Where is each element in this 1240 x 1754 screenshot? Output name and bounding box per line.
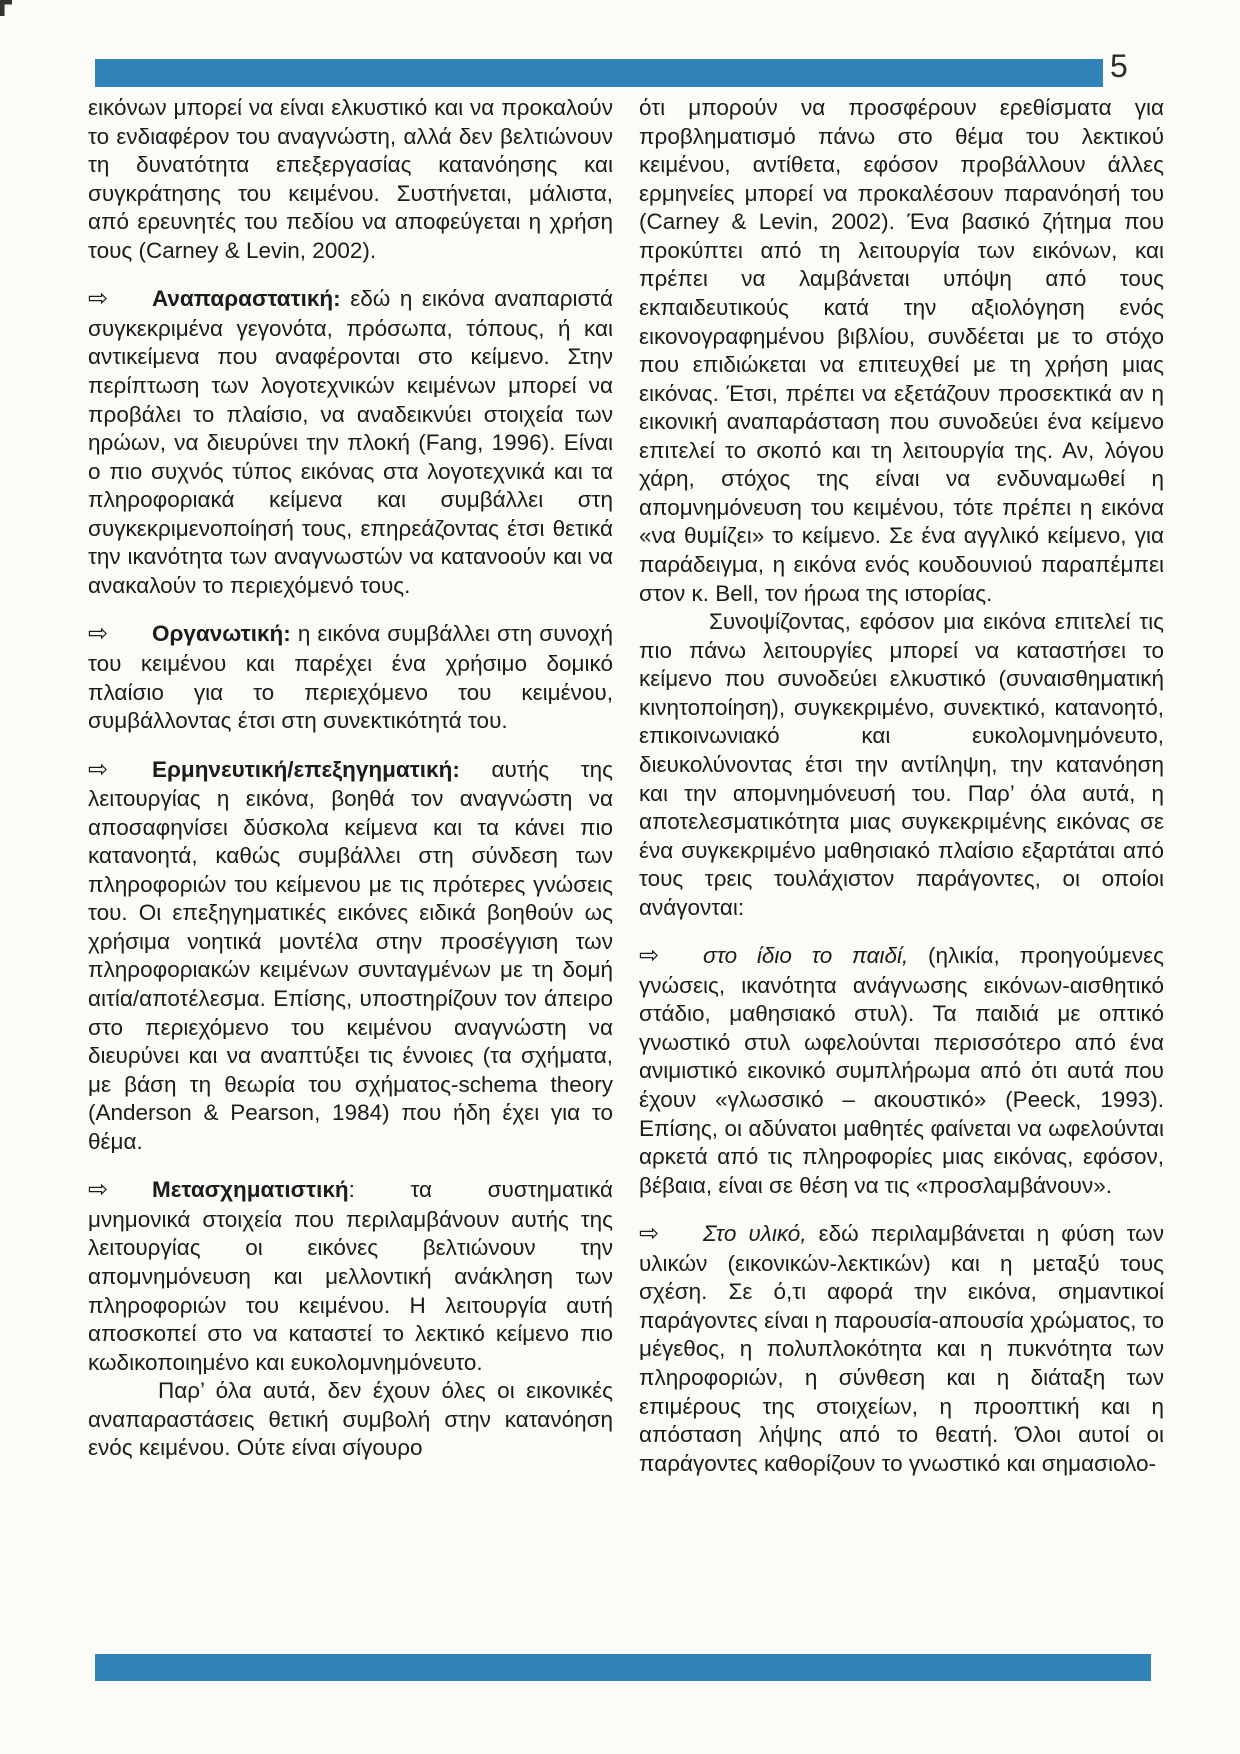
paragraph — [88, 1377, 613, 1463]
arrow-bullet-icon: ⇨ — [639, 942, 660, 970]
term-lead: στο ίδιο το παιδί, — [703, 943, 909, 969]
paragraph-text: Συνοψίζοντας, εφόσον μια εικόνα επιτελεί τις πιο πάνω λειτουργίες μπορεί να καταστήσει το κείμενο που συνοδεύει ελκυστικό (συναισθηματική κινητοποίηση), συγκεκριμένο, συνεκτικό, κατανοητό, επικοινωνιακό και ευκολομνημόνευτο, διευκολύνοντας έτσι την αντίληψη, την κατανόηση και την απομνημόνευσή του. Παρ’ όλα αυτά, η αποτελεσματικότητα μιας συγκεκριμένης εικόνας σε ένα συγκεκριμένο μαθησιακό πλαίσιο εξαρτάται από τους τρεις τουλάχιστον παράγοντες, οι οποίοι ανάγονται: — [639, 609, 1164, 920]
paragraph-text: ότι μπορούν να προσφέρουν ερεθίσματα για προβληματισμό πάνω στο θέμα του λεκτικού κειμένου, αντίθετα, εφόσον προβάλλουν άλλες ερμηνείες μπορεί να προκαλέσουν παρανόησή του (Carney & Levin, 2002). Ένα βασικό ζήτημα που προκύπτει από τη λειτουργία των εικόνων, και πρέπει να λαμβάνεται υπόψη από τους εκπαιδευτικούς κατά την αξιολόγηση ενός εικονογραφημένου βιβλίου, συνδέεται με το στόχο που επιδιώκεται να επιτευχθεί με τη χρήση μιας εικόνας. Έτσι, πρέπει να εξετάζουν προσεκτικά αν η εικονική αναπαράσταση που συνοδεύει ένα κείμενο επιτελεί το σκοπό και τη λειτουργία της. Αν, λόγου χάρη, στόχος της είναι να ενδυναμωθεί η απομνημόνευση του κειμένου, τότε πρέπει η εικόνα «να θυμίζει» το κείμενο. Σε ένα αγγλικό κείμενο, για παράδειγμα, η εικόνα ενός κουδουνιού παραπέμπει στον κ. Bell, τον ήρωα της ιστορίας. — [639, 95, 1164, 606]
paragraph-text: εδώ η εικόνα αναπαριστά συγκεκριμένα γεγονότα, πρόσωπα, τόπους, ή και αντικείμενα που αναφέρονται στο κείμενο. Στην περίπτωση των λογοτεχνικών κειμένων μπορεί να προβάλει το πλαίσιο, να αναδεικνύει στοιχεία των ηρώων, να διευρύνει την πλοκή (Fang, 1996). Είναι ο πιο συχνός τύπος εικόνας στα λογοτεχνικά και τα πληροφοριακά κείμενα και συμβάλλει στη συγκεκριμενοποίησή τους, επηρεάζοντας έτσι θετικά την ικανότητα των αναγνωστών να κατανοούν και να ανακαλούν το περιεχόμενό τους. — [88, 286, 613, 598]
paragraph-text: Παρ’ όλα αυτά, δεν έχουν όλες οι εικονικές αναπαραστάσεις θετική συμβολή στην κατανόηση ενός κειμένου. Ούτε είναι σίγουρο — [88, 1378, 613, 1461]
paragraph-text: εικόνων μπορεί να είναι ελκυστικό και να προκαλούν το ενδιαφέρον του αναγνώστη, αλλά δεν βελτιώνουν τη δυνατότητα επεξεργασίας κατανόησης και συγκράτησης του κειμένου. Συστήνεται, μάλιστα, από ερευνητές του πεδίου να αποφεύγεται η χρήση τους (Carney & Levin, 2002). — [88, 95, 613, 263]
footer-rule — [95, 1654, 1151, 1681]
arrow-bullet-icon: ⇨ — [88, 285, 109, 313]
term-lead: Μετασχηματιστική — [152, 1177, 349, 1203]
bullet-paragraph — [88, 284, 613, 600]
term-lead: Οργανωτική: — [152, 621, 291, 647]
bullet-paragraph — [88, 619, 613, 735]
text-columns — [88, 94, 1164, 1478]
bullet-paragraph — [639, 941, 1164, 1200]
arrow-bullet-icon: ⇨ — [88, 755, 109, 783]
page-number: 5 — [1110, 48, 1128, 84]
paragraph — [639, 608, 1164, 922]
paragraph-text: η εικόνα συμβάλλει στη συνοχή του κειμένου και παρέχει ένα χρήσιμο δομικό πλαίσιο για το περιεχόμενο του κειμένου, συμβάλλοντας έτσι στη συνεκτικότητά του. — [88, 621, 613, 734]
paragraph-text: (ηλικία, προηγούμενες γνώσεις, ικανότητα ανάγνωσης εικόνων-αισθητικό στάδιο, μαθησιακό στυλ). Τα παιδιά με οπτικό γνωστικό στυλ ωφελούνται περισσότερο από ένα ανιμιστικό εικονικό συμπλήρωμα από ότι αυτά που έχουν «γλωσσικό – ακουστικό» (Peeck, 1993). Επίσης, οι αδύνατοι μαθητές φαίνεται να ωφελούνται αρκετά από τις πληροφορίες μιας εικόνας, εφόσον, βέβαια, είναι σε θέση να τις «προσλαμβάνουν». — [639, 943, 1164, 1198]
bullet-paragraph — [88, 1175, 613, 1377]
arrow-bullet-icon: ⇨ — [639, 1220, 660, 1248]
bullet-paragraph — [88, 755, 613, 1157]
paragraph — [639, 94, 1164, 608]
paragraph-text: αυτής της λειτουργίας η εικόνα, βοηθά τον αναγνώστη να αποσαφηνίσει δύσκολα κείμενα και τα κάνει πιο κατανοητά, καθώς συμβάλλει στη σύνδεση των πληροφοριών του κείμενου με τις πρότερες γνώσεις του. Οι επεξηγηματικές εικόνες ειδικά βοηθούν ως χρήσιμα νοητικά μοντέλα στην προσέγγιση των πληροφοριακών κειμένων συνταγμένων με τη δομή αιτία/αποτέλεσμα. Επίσης, υποστηρίζουν τον άπειρο στο περιεχόμενο του κειμένου αναγνώστη να διευρύνει και να αναπτύξει τις έννοιες (τα σχήματα, με βάση τη θεωρία του σχήματος-schema theory (Anderson & Pearson, 1984) που ήδη έχει για το θέμα. — [88, 756, 613, 1154]
scan-corner-artifact — [0, 0, 12, 16]
paragraph-text: : τα συστηματικά μνημονικά στοιχεία που περιλαμβάνουν αυτής της λειτουργίας οι εικόνες βελτιώνουν την απομνημόνευση και μελλοντική ανάκληση των πληροφοριών του κειμένου. Η λειτουργία αυτή αποσκοπεί στο να καταστεί το λεκτικό κείμενο πιο κωδικοποιημένο και ευκολομνημόνευτο. — [88, 1177, 613, 1375]
arrow-bullet-icon: ⇨ — [88, 620, 109, 648]
paragraph-text: εδώ περιλαμβάνεται η φύση των υλικών (εικονικών-λεκτικών) και η μεταξύ τους σχέση. Σε ό,τι αφορά την εικόνα, σημαντικοί παράγοντες είναι η παρουσία-απουσία χρώματος, το μέγεθος, η πολυπλοκότητα και η πυκνότητα των πληροφοριών, η σύνθεση και η διάταξη των επιμέρους της στοιχείων, η προοπτική και η απόσταση λήψης από το θεατή. Όλοι αυτοί οι παράγοντες καθορίζουν το γνωστικό και σημασιολο- — [639, 1221, 1164, 1476]
arrow-bullet-icon: ⇨ — [88, 1176, 109, 1204]
term-lead: Αναπαραστατική: — [152, 286, 341, 312]
header-rule — [95, 59, 1103, 87]
bullet-paragraph — [639, 1219, 1164, 1478]
left-column — [88, 94, 613, 1478]
right-column — [639, 94, 1164, 1478]
paragraph — [88, 94, 613, 265]
term-lead: Στο υλικό, — [703, 1221, 807, 1247]
term-lead: Ερμηνευτική/επεξηγηματική: — [152, 756, 460, 782]
